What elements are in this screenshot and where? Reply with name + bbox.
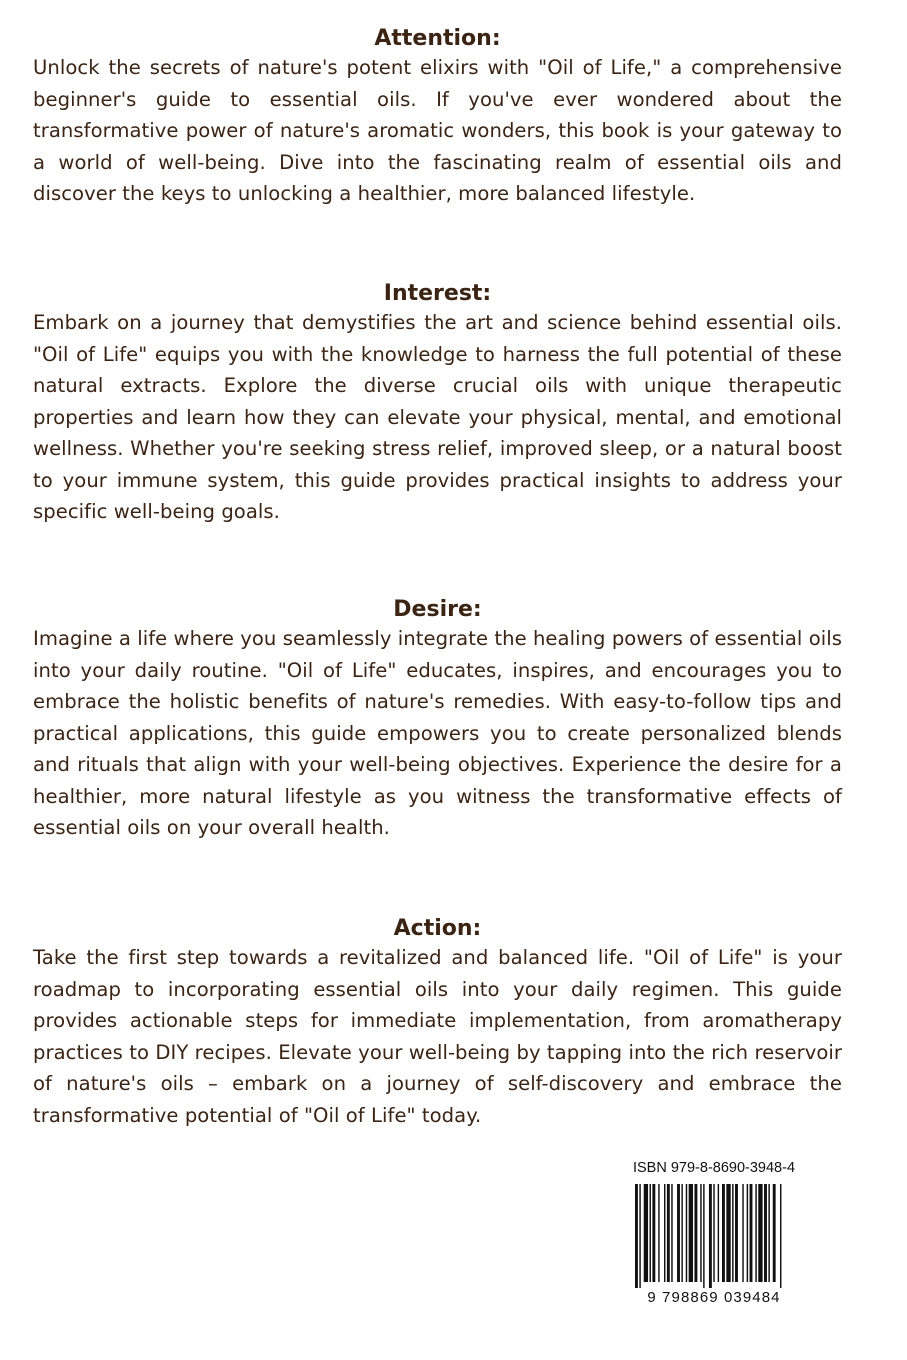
barcode-bar (773, 1184, 776, 1282)
isbn-barcode-block (619, 1158, 811, 1313)
isbn-label: ISBN 979-8-8690-3948-4 (632, 1160, 796, 1176)
barcode-bar (686, 1184, 687, 1282)
barcode-bar (758, 1184, 762, 1282)
interest-section (33, 281, 842, 528)
action-section (33, 916, 842, 1131)
action-body: Take the first step towards a revitalized and balanced life. "Oil of Life" is your roadmap to incorporating essential oils into your daily regimen. This guide provides actionable steps for immediate implementation, from aromatherapy practices to DIY recipes. Elevate your well-being by tapping into the rich reservoir of nature's oils – embark on a journey of self-discovery and embrace the transformative potential of "Oil of Life" today. (33, 946, 842, 1127)
barcode-bar (700, 1184, 701, 1282)
barcode-bar (689, 1184, 693, 1282)
barcode-bar (694, 1184, 697, 1282)
barcode-bar (658, 1184, 659, 1282)
barcode-bar (768, 1184, 769, 1282)
attention-body: Unlock the secrets of nature's potent elixirs with "Oil of Life," a comprehensive beginner's guide to essential oils. If you've ever wondered about the transformative power of nature's aromatic wonders, this book is your gateway to a world of well-being. Dive into the fascinating realm of essential oils and discover the keys to unlocking a healthier, more balanced lifestyle. (33, 56, 842, 205)
attention-section (33, 26, 842, 210)
barcode-bar (747, 1184, 748, 1282)
barcode-bar (664, 1184, 665, 1282)
desire-section (33, 597, 842, 844)
interest-body: Embark on a journey that demystifies the art and science behind essential oils. "Oil of Life" equips you with the knowledge to harness the full potential of these natural extracts. Explore the diverse crucial oils with unique therapeutic properties and learn how they can elevate your physical, mental, and emotional wellness. Whether you're seeking stress relief, improved sleep, or a natural boost to your immune system, this guide provides practical insights to address your specific well-being goals. (33, 311, 842, 523)
barcode-digits: 9 798869 039484 (647, 1289, 781, 1306)
barcode-icon (619, 1184, 811, 1288)
barcode-bar (742, 1184, 743, 1282)
barcode-bar (667, 1184, 670, 1282)
barcode-bar (722, 1184, 725, 1282)
barcode-bar (735, 1184, 738, 1282)
barcode-bar (713, 1184, 714, 1282)
barcode-bar (681, 1184, 682, 1282)
barcode-bar (652, 1184, 655, 1282)
barcode-bar (671, 1184, 672, 1282)
desire-body: Imagine a life where you seamlessly integrate the healing powers of essential oils into your daily routine. "Oil of Life" educates, inspires, and encourages you to embrace the holistic benefits of nature's remedies. With easy-to-follow tips and practical applications, this guide empowers you to create personalized blends and rituals that align with your well-being objectives. Experience the desire for a healthier, more natural lifestyle as you witness the transformative effects of essential oils on your overall health. (33, 627, 842, 839)
barcode-bar (709, 1184, 712, 1288)
barcode-bar (755, 1184, 756, 1282)
interest-heading: Interest: (383, 281, 492, 306)
action-heading: Action: (393, 916, 482, 941)
barcode-bar (718, 1184, 719, 1282)
barcode-bar (635, 1184, 638, 1288)
barcode-bar (750, 1184, 753, 1282)
attention-heading: Attention: (374, 26, 501, 51)
desire-heading: Desire: (393, 597, 482, 622)
barcode-bar (639, 1184, 640, 1288)
barcode-bar (726, 1184, 730, 1282)
barcode-bar (732, 1184, 733, 1282)
barcode-bar (703, 1184, 704, 1288)
barcode-bar (644, 1184, 648, 1282)
barcode-bar (650, 1184, 651, 1282)
barcode-bar (764, 1184, 767, 1282)
barcode-bar (677, 1184, 680, 1282)
barcode-bar (780, 1184, 781, 1288)
